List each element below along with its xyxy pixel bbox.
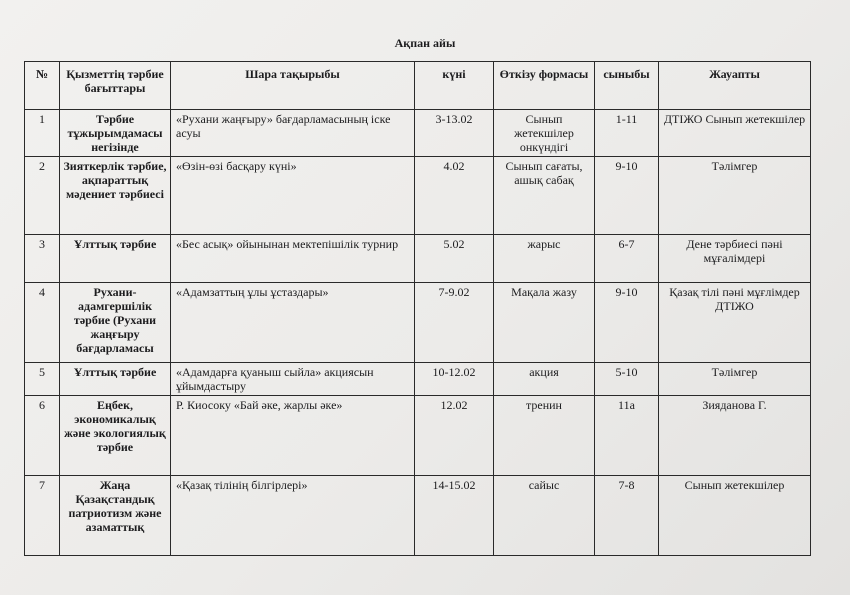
table-row — [25, 396, 811, 476]
table-row — [25, 110, 811, 157]
cell-topic: «Рухани жаңғыру» бағдарламасының іске асуы — [171, 110, 415, 157]
cell-no: 4 — [25, 283, 60, 363]
header-responsible: Жауапты — [659, 62, 811, 110]
cell-direction: Еңбек, экономикалық және экологиялық тәрбие — [60, 396, 171, 476]
cell-no: 7 — [25, 476, 60, 556]
cell-date: 14-15.02 — [415, 476, 494, 556]
cell-direction: Тәрбие тұжырымдамасы негізінде — [60, 110, 171, 157]
cell-topic: Р. Киосоку «Бай әке, жарлы әке» — [171, 396, 415, 476]
cell-topic: «Бес асық» ойынынан мектепішілік турнир — [171, 235, 415, 283]
cell-topic: «Өзін-өзі басқару күні» — [171, 157, 415, 235]
page-title: Ақпан айы — [394, 36, 456, 50]
header-direction: Қызметтің тәрбие бағыттары — [60, 62, 171, 110]
header-form: Өткізу формасы — [494, 62, 595, 110]
cell-date: 7-9.02 — [415, 283, 494, 363]
cell-form: жарыс — [494, 235, 595, 283]
table-row — [25, 235, 811, 283]
cell-form: сайыс — [494, 476, 595, 556]
cell-form: Сынып сағаты, ашық сабақ — [494, 157, 595, 235]
cell-date: 3-13.02 — [415, 110, 494, 157]
cell-grade: 11а — [595, 396, 659, 476]
cell-no: 2 — [25, 157, 60, 235]
cell-direction: Ұлттық тәрбие — [60, 235, 171, 283]
header-grade: сыныбы — [595, 62, 659, 110]
cell-direction: Рухани-адамгершілік тәрбие (Рухани жаңғыру бағдарламасы — [60, 283, 171, 363]
cell-no: 3 — [25, 235, 60, 283]
table-row — [25, 283, 811, 363]
header-date: күні — [415, 62, 494, 110]
table-header-row — [25, 62, 811, 110]
events-table — [24, 61, 811, 556]
header-no: № — [25, 62, 60, 110]
cell-grade: 6-7 — [595, 235, 659, 283]
cell-form: акция — [494, 363, 595, 396]
cell-date: 10-12.02 — [415, 363, 494, 396]
cell-responsible: Зияданова Г. — [659, 396, 811, 476]
cell-direction: Ұлттық тәрбие — [60, 363, 171, 396]
cell-direction: Жаңа Қазақстандық патриотизм және азаматтық — [60, 476, 171, 556]
cell-direction: Зияткерлік тәрбие, ақпараттық мәдениет тәрбиесі — [60, 157, 171, 235]
cell-no: 6 — [25, 396, 60, 476]
table-row — [25, 157, 811, 235]
cell-responsible: Қазақ тілі пәні мұғлімдер ДТІЖО — [659, 283, 811, 363]
cell-responsible: Дене тәрбиесі пәні мұғалімдері — [659, 235, 811, 283]
cell-responsible: Сынып жетекшілер — [659, 476, 811, 556]
cell-grade: 7-8 — [595, 476, 659, 556]
header-topic: Шара тақырыбы — [171, 62, 415, 110]
cell-grade: 5-10 — [595, 363, 659, 396]
cell-topic: «Адамдарға қуаныш сыйла» акциясын ұйымдастыру — [171, 363, 415, 396]
cell-topic: «Қазақ тілінің білгірлері» — [171, 476, 415, 556]
cell-date: 12.02 — [415, 396, 494, 476]
cell-form: тренин — [494, 396, 595, 476]
cell-responsible: Тәлімгер — [659, 363, 811, 396]
cell-date: 4.02 — [415, 157, 494, 235]
cell-date: 5.02 — [415, 235, 494, 283]
cell-no: 5 — [25, 363, 60, 396]
table-row — [25, 476, 811, 556]
cell-grade: 1-11 — [595, 110, 659, 157]
table-row — [25, 363, 811, 396]
cell-form: Сынып жетекшілер онкүндігі — [494, 110, 595, 157]
cell-grade: 9-10 — [595, 157, 659, 235]
cell-form: Мақала жазу — [494, 283, 595, 363]
cell-no: 1 — [25, 110, 60, 157]
cell-grade: 9-10 — [595, 283, 659, 363]
cell-responsible: ДТІЖО Сынып жетекшілер — [659, 110, 811, 157]
cell-topic: «Адамзаттың ұлы ұстаздары» — [171, 283, 415, 363]
cell-responsible: Тәлімгер — [659, 157, 811, 235]
